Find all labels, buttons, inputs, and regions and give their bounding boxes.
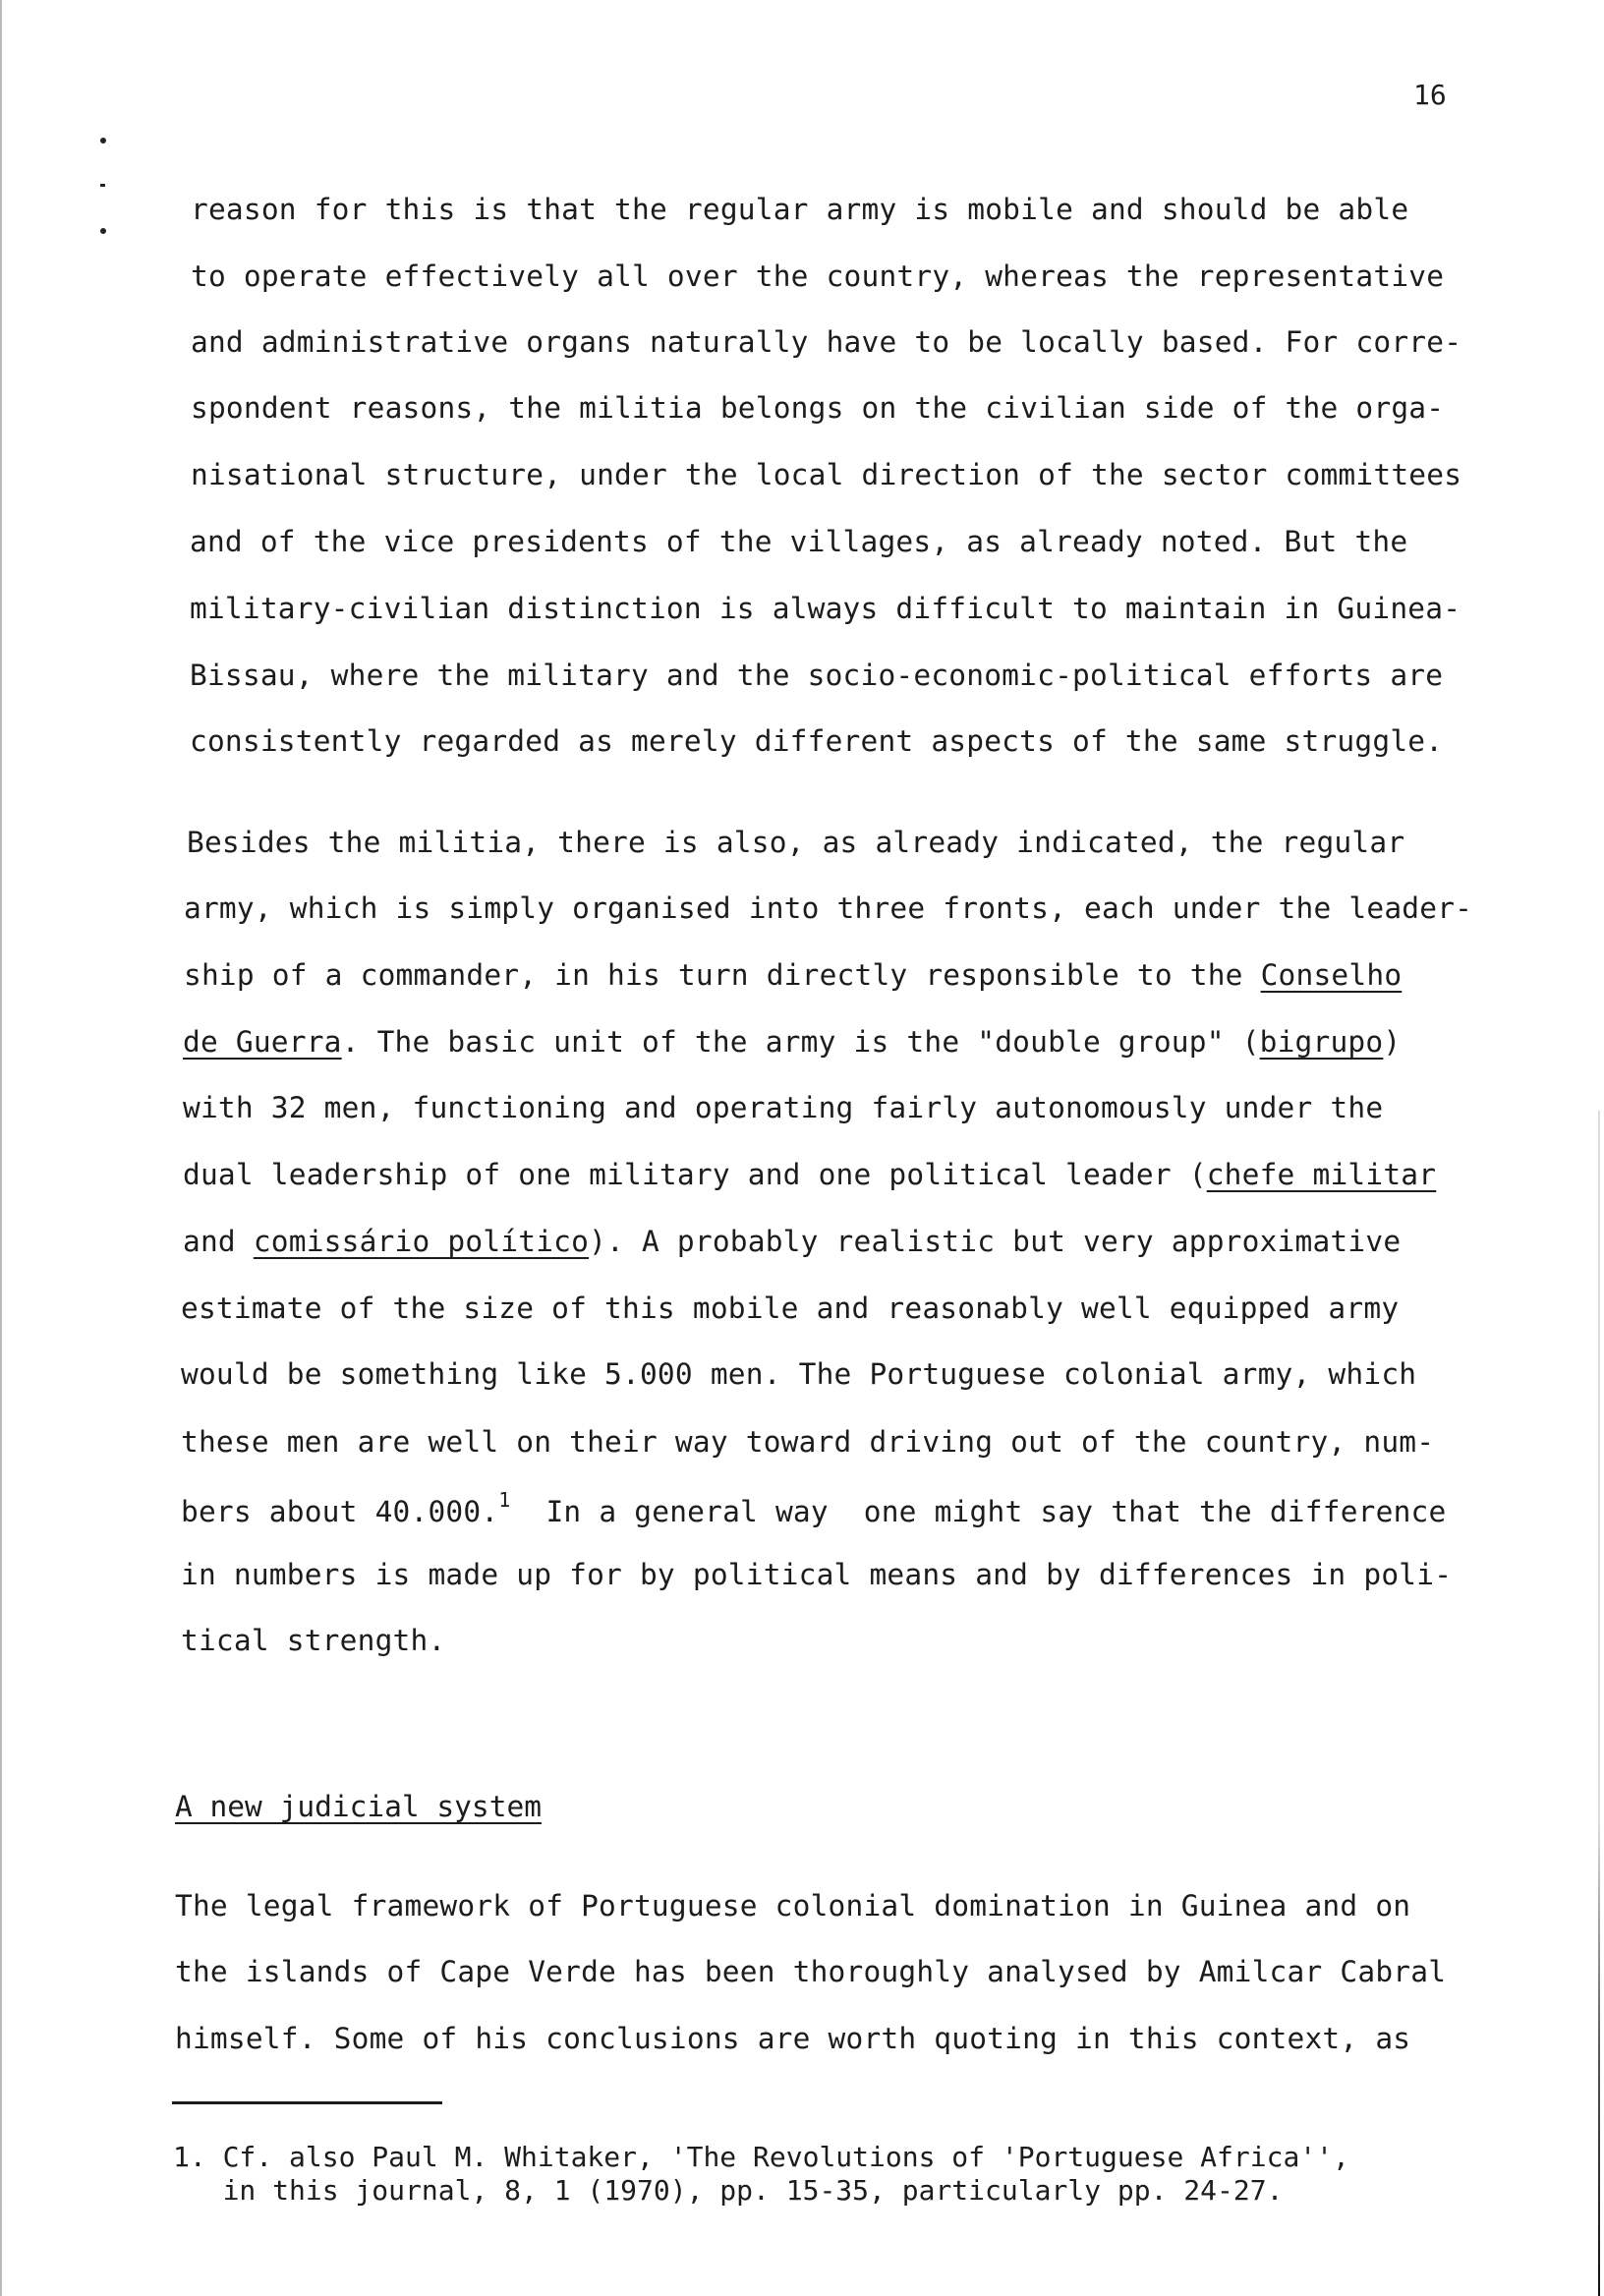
text-span: ship of a commander, in his turn directly responsible to the: [184, 958, 1261, 992]
text-line: to operate effectively all over the country, whereas the representative: [191, 259, 1445, 293]
underlined-term: Conselho: [1260, 958, 1403, 992]
margin-dot: [100, 228, 106, 234]
text-line: [183, 1225, 1401, 1258]
underlined-term: comissário político: [253, 1225, 590, 1258]
text-line: [181, 1488, 1447, 1528]
text-line: in numbers is made up for by political means and by differences in poli-: [181, 1558, 1453, 1591]
text-line: tical strength.: [181, 1624, 446, 1657]
text-span: ): [1383, 1025, 1402, 1059]
footnote-marker: 1: [498, 1488, 511, 1512]
page-number: 16: [1413, 79, 1447, 111]
text-line: himself. Some of his conclusions are worth quoting in this context, as: [175, 2022, 1411, 2055]
text-line: consistently regarded as merely different aspects of the same struggle.: [190, 724, 1444, 758]
text-line: estimate of the size of this mobile and reasonably well equipped army: [181, 1292, 1400, 1325]
underlined-term: bigrupo: [1259, 1025, 1384, 1059]
text-line: Besides the militia, there is also, as already indicated, the regular: [187, 826, 1405, 859]
text-line: The legal framework of Portuguese colonial domination in Guinea and on: [175, 1889, 1411, 1923]
footnote-line: 1. Cf. also Paul M. Whitaker, 'The Revolutions of 'Portuguese Africa'',: [173, 2141, 1349, 2173]
margin-dot: [100, 138, 106, 144]
text-line: and of the vice presidents of the villages, as already noted. But the: [190, 525, 1408, 558]
text-line: [183, 1025, 1401, 1059]
text-line: Bissau, where the military and the socio-economic-political efforts are: [190, 659, 1444, 692]
underlined-term: chefe militar: [1206, 1158, 1437, 1191]
underlined-term: de Guerra: [183, 1025, 342, 1059]
text-line: army, which is simply organised into three fronts, each under the leader-: [184, 891, 1473, 925]
text-span: In a general way one might say that the difference: [510, 1494, 1447, 1528]
footnote-line: in this journal, 8, 1 (1970), pp. 15-35, particularly pp. 24-27.: [173, 2174, 1284, 2207]
text-span: bers about 40.000.: [181, 1494, 499, 1528]
section-heading: A new judicial system: [175, 1790, 542, 1823]
text-line: these men are well on their way toward driving out of the country, num-: [181, 1425, 1435, 1459]
text-span: ). A probably realistic but very approximative: [589, 1225, 1402, 1258]
text-line: would be something like 5.000 men. The Portuguese colonial army, which: [181, 1357, 1417, 1391]
scan-edge-right: [1598, 1111, 1600, 2296]
text-line: reason for this is that the regular army is mobile and should be able: [191, 193, 1409, 226]
text-line: and administrative organs naturally have to be locally based. For corre-: [191, 325, 1462, 359]
text-span: and: [183, 1225, 254, 1258]
scan-edge-left: [0, 0, 2, 2296]
text-line: nisational structure, under the local direction of the sector committees: [191, 458, 1462, 491]
footnote-rule: [172, 2101, 442, 2104]
text-line: spondent reasons, the militia belongs on the civilian side of the orga-: [191, 391, 1445, 425]
text-line: [184, 958, 1402, 992]
text-line: the islands of Cape Verde has been thoroughly analysed by Amilcar Cabral: [175, 1955, 1447, 1988]
margin-dot: [100, 184, 105, 187]
text-line: with 32 men, functioning and operating fairly autonomously under the: [183, 1091, 1384, 1124]
text-line: [183, 1158, 1436, 1191]
text-span: dual leadership of one military and one political leader (: [183, 1158, 1207, 1191]
text-span: . The basic unit of the army is the "double group" (: [341, 1025, 1260, 1059]
text-line: military-civilian distinction is always difficult to maintain in Guinea-: [190, 592, 1461, 625]
